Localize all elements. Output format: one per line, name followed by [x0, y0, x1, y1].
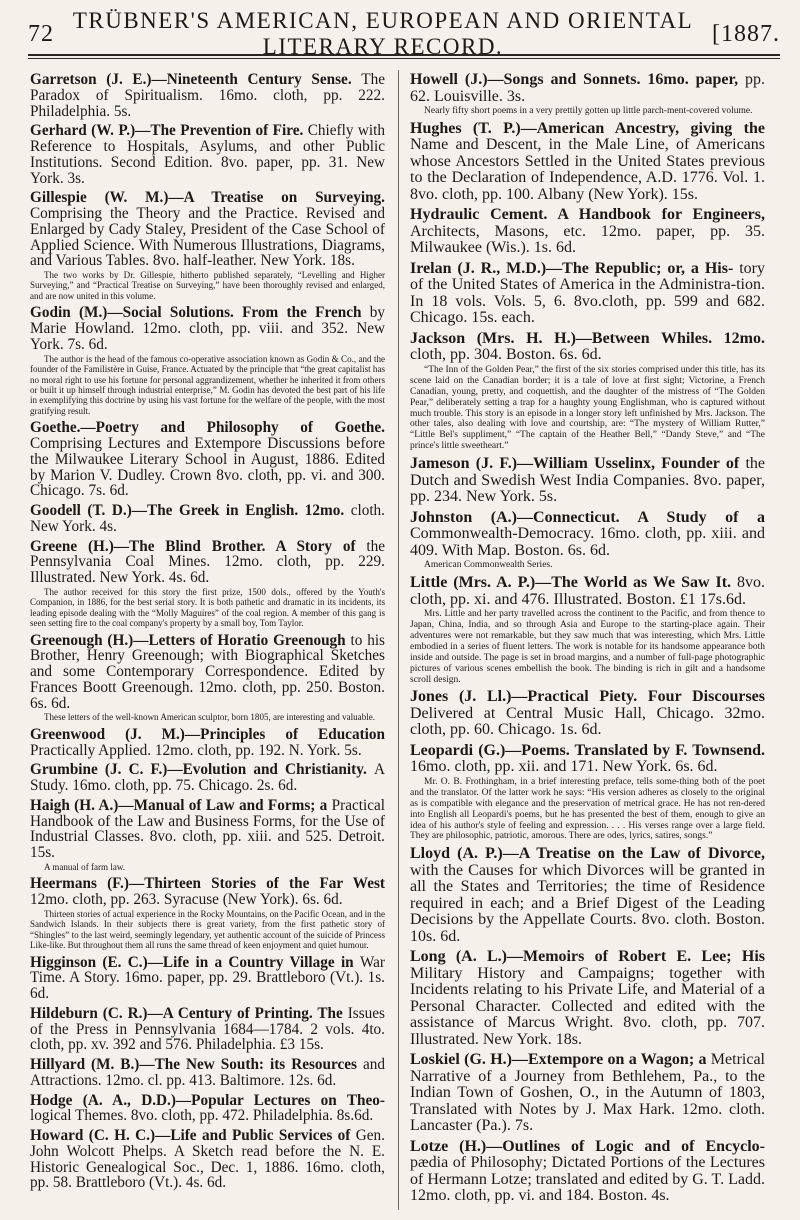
entry-details: Gen. John Wolcott Phelps. A Sketch read before the N. E. Historic Genealogical Soc., Dec. 1, 1886. 16mo. cloth, pp. 58. Brattleboro (Vt.). 4s. 6d. — [30, 1127, 385, 1192]
catalogue-entry — [30, 503, 385, 535]
entry-heading — [30, 503, 385, 535]
entry-title: Hodge (A. A., D.D.)—Popular Lectures on Theo- — [30, 1091, 385, 1109]
entry-title: Higginson (E. C.)—Life in a Country Village in — [30, 953, 360, 971]
catalogue-entry — [410, 689, 765, 739]
entry-note: Mrs. Little and her party travelled across the continent to the Pacific, and from thence to Japan, China, India, and so through Asia and Europe to the starting-place again. Their adventures were not remarkable, but they saw much that was interesting, which Mrs. Little embodied in a series of fluent letters. The work is notable for its handsome appearance both inside and outside. The page is set in broad margins, and a number of full-page photographic pictures of various scenes embellish the book. The binding is rich in gilt and a handsome scroll design. — [410, 609, 765, 685]
entry-title: Jones (J. Ll.)—Practical Piety. Four Discourses — [410, 688, 765, 706]
entry-title: Goodell (T. D.)—The Greek in English. 12mo. — [30, 502, 351, 520]
entry-note: Nearly fifty short poems in a very prettily gotten up little parch-ment-covered volume. — [424, 106, 753, 116]
catalogue-entry — [30, 305, 385, 416]
entry-details: Practical Handbook of the Law and Business Forms, for the Use of Industrial Classes. 8vo. cloth, pp. xiii. and 525. Detroit. 15s. — [30, 796, 385, 862]
entry-details: and Attractions. 12mo. cl. pp. 413. Baltimore. 12s. 6d. — [30, 1056, 385, 1089]
entry-title: Jameson (J. F.)—William Usselinx, Founder of — [410, 455, 746, 473]
entry-details: pædia of Philosophy; Dictated Portions of the Lectures of Hermann Lotze; translated and edited by G. T. Ladd. 12mo. cloth, pp. vi. and 184. Boston. 4s. — [410, 1154, 765, 1205]
entry-title: Leopardi (G.)—Poems. Translated by F. Townsend. — [410, 741, 765, 759]
catalogue-entry — [410, 1139, 765, 1205]
entry-title: Heermans (F.)—Thirteen Stories of the Far West — [30, 875, 385, 893]
catalogue-entry — [410, 510, 765, 571]
catalogue-entry — [30, 190, 385, 301]
entry-note: The two works by Dr. Gillespie, hitherto published separately, “Levelling and Higher Surveying,” and “Practical Treatise on Surveying,” have been thoroughly revised and enlarged, and are now united in this volume. — [30, 270, 385, 301]
catalogue-entry — [30, 1006, 385, 1053]
entry-heading — [30, 72, 385, 119]
entry-details: pp. 62. Louisville. 3s. — [410, 71, 765, 105]
entry-note: These letters of the well-known American sculptor, born 1805, are interesting and valuable. — [44, 712, 376, 723]
entry-details: Chiefly with Reference to Hospitals, Asylums, and other Public Institutions. Second Edition. 8vo. paper, pp. 31. New York. 3s. — [30, 122, 385, 187]
page-year: [1887. — [712, 20, 780, 47]
catalogue-entry — [410, 121, 765, 204]
entry-heading — [30, 876, 385, 908]
entry-details: A Study. 16mo. cloth, pp. 75. Chicago. 2s. 6d. — [30, 761, 385, 795]
catalogue-entry — [410, 575, 765, 685]
entry-title: Greenough (H.)—Letters of Horatio Greenough — [30, 631, 351, 649]
entry-title: Gillespie (W. M.)—A Treatise on Surveying. — [30, 189, 385, 207]
catalogue-entry — [30, 955, 385, 1002]
entry-details: Name and Descent, in the Male Line, of Americans whose Ancestors Settled in the United States previous to the Declaration of Independence, A.D. 1776. Vol. 1. 8vo. cloth, pp. 100. Albany (New York). 15s. — [410, 136, 765, 203]
entry-heading — [410, 949, 765, 1048]
entry-details: with the Causes for which Divorces will be granted in all the States and Territories; the time of Residence required in each; and a Brief Digest of the Leading Decisions by the Appellate Courts. 8vo. cloth. Boston. 10s. 6d. — [410, 861, 765, 945]
entry-note: A manual of farm law. — [44, 861, 126, 872]
entry-title: Little (Mrs. A. P.)—The World as We Saw It. — [410, 574, 737, 592]
entry-title: Lloyd (A. P.)—A Treatise on the Law of Divorce, — [410, 845, 765, 863]
catalogue-entry — [410, 846, 765, 945]
entry-details: logical Themes. 8vo. cloth, pp. 472. Philadelphia. 8s.6d. — [30, 1107, 374, 1125]
entry-details: Architects, Masons, etc. 12mo. paper, pp. 35. Milwaukee (Wis.). 1s. 6d. — [410, 222, 765, 257]
entry-details: The Paradox of Spiritualism. 16mo. cloth, pp. 222. Philadelphia. 5s. — [30, 71, 385, 120]
entry-title: Howard (C. H. C.)—Life and Public Services of — [30, 1127, 356, 1145]
column-divider — [398, 70, 399, 1210]
page-header — [28, 8, 780, 59]
entry-title: Garretson (J. E.)—Nineteenth Century Sense. — [30, 71, 362, 88]
catalogue-entry — [30, 798, 385, 872]
entry-details: the Pennsylvania Coal Mines. 12mo. cloth, pp. 229. Illustrated. New York. 4s. 6d. — [30, 537, 385, 587]
entry-title: Hillyard (M. B.)—The New South: its Resources — [30, 1056, 363, 1074]
entry-heading — [30, 727, 385, 759]
entry-note: Mr. O. B. Frothingham, in a brief interesting preface, tells some-thing both of the poet and the translator. Of the latter work he says: “His version adheres as closely to the original as is compatible with elegance and the preservation of metrical grace. He has not ren-dered into English all Leopardi's poems, but he has presented the best of them, enough to give an idea of his author's style of feeling and expression. . . . His verses range over a large field. They are philosophic, patriotic, amorous. There are odes, lyrics, satires, songs.” — [410, 776, 765, 842]
entry-heading — [410, 1052, 765, 1135]
entry-title: Godin (M.)—Social Solutions. From the French — [30, 304, 370, 322]
entry-heading — [410, 1139, 765, 1205]
catalogue-entry — [410, 261, 765, 327]
entry-heading — [410, 575, 765, 608]
entry-details: Commonwealth-Democracy. 16mo. cloth, pp. xiii. and 409. With Map. Boston. 6s. 6d. — [410, 525, 765, 559]
catalogue-entry — [410, 331, 765, 452]
entry-heading — [410, 456, 765, 506]
right-column — [410, 72, 765, 1209]
entry-title: Hughes (T. P.)—American Ancestry, giving the — [410, 119, 765, 137]
catalogue-entry — [30, 1057, 385, 1089]
entry-details: the Dutch and Swedish West India Companies. 8vo. paper, pp. 234. New York. 5s. — [410, 455, 765, 506]
entry-heading — [410, 261, 765, 327]
entry-title: Lotze (H.)—Outlines of Logic and of Encyclo- — [410, 1137, 765, 1155]
entry-details: cloth, pp. 304. Boston. 6s. 6d. — [410, 346, 602, 364]
entry-details: Delivered at Central Music Hall, Chicago. 32mo. cloth, pp. 60. Chicago. 1s. 6d. — [410, 704, 765, 739]
entry-heading — [30, 955, 385, 1002]
catalogue-entry — [410, 1052, 765, 1135]
catalogue-entry — [410, 72, 765, 117]
catalogue-entry — [30, 1093, 385, 1125]
entry-note: The author is the head of the famous co-operative association known as Godin & Co., and the founder of the Familistère in Guise, France. Actuated by the principle that “the great capitalist has no moral right to use his fortune for personal aggrandizement, whether he inherited it from others or built it up himself through industrial enterprise,” M. Godin has devoted the best part of his life in exemplifying this doctrine by using his vast fortune for the welfare of the people, with the most gratifying result. — [30, 353, 385, 416]
catalogue-entry — [410, 456, 765, 506]
entry-details: by Marie Howland. 12mo. cloth, pp. viii. and 352. New York. 7s. 6d. — [30, 304, 385, 353]
catalogue-entry — [30, 123, 385, 186]
entry-title: Greenwood (J. M.)—Principles of Education — [30, 725, 385, 743]
entry-details: Practically Applied. 12mo. cloth, pp. 192. N. York. 5s. — [30, 741, 362, 759]
entry-details: Metrical Narrative of a Journey from Bethlehem, Pa., to the Indian Town of Goshen, O., in the Autumn of 1803, Translated with Notes by J. Max Hark. 12mo. cloth. Lancaster (Pa.). 7s. — [410, 1051, 765, 1135]
entry-title: Haigh (H. A.)—Manual of Law and Forms; a — [30, 796, 332, 814]
entry-heading — [410, 510, 765, 560]
entry-title: Loskiel (G. H.)—Extempore on a Wagon; a — [410, 1051, 711, 1069]
entry-heading — [410, 207, 765, 257]
entry-title: Jackson (Mrs. H. H.)—Between Whiles. 12mo. — [410, 329, 765, 347]
page-title: TRÜBNER'S AMERICAN, EUROPEAN AND ORIENTAL LITERARY RECORD. — [72, 8, 694, 59]
entry-note: Thirteen stories of actual experience in the Rocky Mountains, on the Pacific Ocean, and in the Sandwich Islands. In their subjects there is great variety, from the first pathetic story of “Shingles” to the last weird, seemingly legendary, yet authentic account of the suicide of Princess Like-like. But throughout them all runs the same thread of keen enjoyment and quiet humour. — [30, 908, 385, 951]
header-rule-thin — [28, 58, 780, 59]
entry-details: 8vo. cloth, pp. xi. and 476. Illustrated. Boston. £1 17s.6d. — [410, 574, 765, 608]
entry-note: American Commonwealth Series. — [424, 560, 553, 571]
entry-heading — [30, 798, 385, 861]
entry-details: Issues of the Press in Pennsylvania 1684—1784. 2 vols. 4to. cloth, pp. xv. 392 and 576. Philadelphia. £3 15s. — [30, 1004, 385, 1054]
entry-details: tory of the United States of America in the Administra-tion. In 18 vols. Vols. 5, 6. 8vo.cloth, pp. 599 and 682. Chicago. 15s. each. — [410, 259, 765, 327]
catalogue-entry — [30, 762, 385, 794]
entry-details: Comprising Lectures and Extempore Discussions before the Milwaukee Literary School in August, 1886. Edited by Marion V. Dudley. Crown 8vo. cloth, pp. vi. and 300. Chicago. 7s. 6d. — [30, 435, 385, 500]
entry-details: Military History and Campaigns; together with Incidents relating to his Private Life, and Material of a Personal Character. Collected and edited with the assistance of Marcus Wright. 8vo. cloth, pp. 707. Illustrated. New York. 18s. — [410, 964, 765, 1048]
catalogue-entry — [30, 72, 385, 119]
entry-heading — [30, 1128, 385, 1191]
entry-title: Gerhard (W. P.)—The Prevention of Fire. — [30, 122, 308, 140]
entry-heading — [30, 190, 385, 269]
entry-title: Hildeburn (C. R.)—A Century of Printing. The — [30, 1004, 348, 1022]
catalogue-entry — [30, 539, 385, 629]
entry-details: War Time. A Story. 16mo. paper, pp. 29. Brattleboro (Vt.). 1s. 6d. — [30, 953, 385, 1003]
entry-title: Irelan (J. R., M.D.)—The Republic; or, a His- — [410, 259, 740, 277]
catalogue-entry — [410, 743, 765, 842]
entry-heading — [30, 1006, 385, 1053]
entry-heading — [30, 420, 385, 499]
entry-heading — [410, 846, 765, 945]
entry-heading — [410, 72, 765, 105]
catalogue-entry — [410, 949, 765, 1048]
entry-heading — [410, 121, 765, 204]
entry-heading — [410, 331, 765, 364]
entry-heading — [410, 743, 765, 776]
entry-details: cloth. New York. 4s. — [30, 502, 385, 535]
entry-heading — [30, 123, 385, 186]
left-column — [30, 72, 385, 1195]
entry-note: The author received for this story the first prize, 1500 dols., offered by the Youth's Companion, in 1886, for the best serial story. It is both pathetic and dramatic in its incidents, its leading episode dealing with the “Molly Maguires” of the coal region. A member of this gang is seen setting fire to the coal company's property by a small boy, Tom Taylor. — [30, 586, 385, 629]
entry-title: Long (A. L.)—Memoirs of Robert E. Lee; His — [410, 948, 765, 966]
entry-title: Grumbine (J. C. F.)—Evolution and Christianity. — [30, 761, 374, 779]
entry-details: 12mo. cloth, pp. 263. Syracuse (New York). 6s. 6d. — [30, 891, 343, 909]
entry-details: 16mo. cloth, pp. xii. and 171. New York. 6s. 6d. — [410, 758, 718, 776]
catalogue-entry — [30, 727, 385, 759]
entry-details: Comprising the Theory and the Practice. Revised and Enlarged by Cady Staley, President of the Case School of Applied Science. With Numerous Illustrations, Diagrams, and Various Tables. 8vo. half-leather. New York. 18s. — [30, 205, 385, 270]
header-rule — [28, 54, 780, 56]
entry-heading — [30, 762, 385, 794]
catalogue-entry — [30, 876, 385, 950]
entry-heading — [30, 1057, 385, 1089]
entry-details: to his Brother, Henry Greenough; with Biographical Sketches and some Contemporary Correspondence. Edited by Frances Boott Greenough. 12mo. cloth, pp. 250. Boston. 6s. 6d. — [30, 631, 385, 712]
page-number: 72 — [28, 20, 54, 47]
entry-title: Goethe.—Poetry and Philosophy of Goethe. — [30, 419, 385, 437]
entry-heading — [410, 689, 765, 739]
catalogue-entry — [30, 420, 385, 499]
entry-heading — [30, 633, 385, 712]
entry-heading — [30, 305, 385, 352]
entry-title: Howell (J.)—Songs and Sonnets. 16mo. paper, — [410, 71, 745, 88]
entry-title: Greene (H.)—The Blind Brother. A Story of — [30, 537, 367, 555]
entry-title: Hydraulic Cement. A Handbook for Engineers, — [410, 206, 765, 224]
entry-note: “The Inn of the Golden Pear,” the first of the six stories comprised under this title, has its scene laid on the Canadian border; it is a tale of love at first sight; Victorine, a French Canadian, young, pretty, and coquettish, and the daughter of the mistress of “The Golden Pear,” deliberately setting a trap for a haughty young Englishman, who is captured without much trouble. This story is an episode in a longer story left unfinished by Mrs. Jackson. The other tales, also dealing with love and courtship, are: “The mystery of William Rutter,” “Little Bel's suppliment,” “The captain of the Heather Bell,” “Dandy Steve,” and “The prince's little sweetheart.” — [410, 364, 765, 452]
catalogue-entry — [30, 1128, 385, 1191]
entry-title: Johnston (A.)—Connecticut. A Study of a — [410, 508, 765, 526]
entry-heading — [30, 539, 385, 586]
catalogue-entry — [30, 633, 385, 723]
entry-heading — [30, 1093, 385, 1125]
catalogue-entry — [410, 207, 765, 257]
